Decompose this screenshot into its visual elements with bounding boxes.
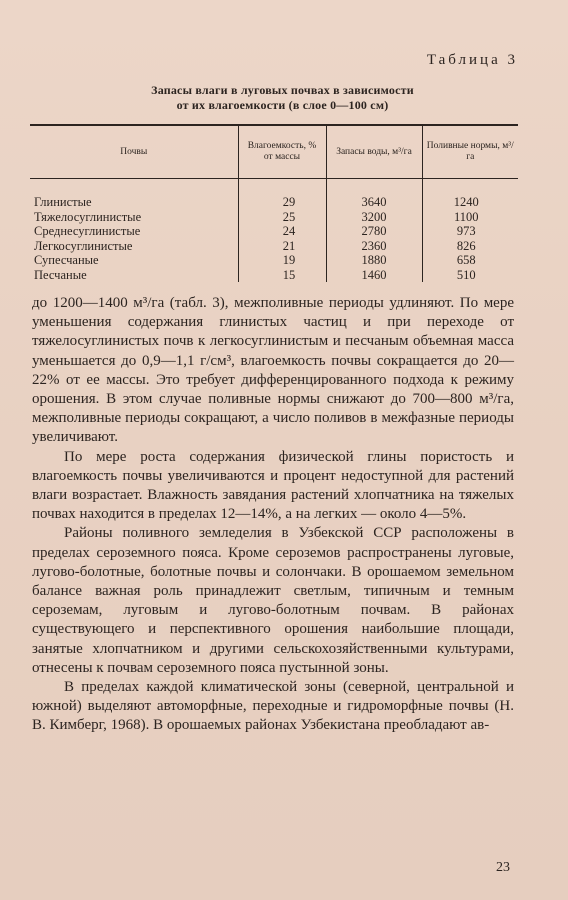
water-stock-value: 1460	[326, 268, 422, 283]
page-number: 23	[496, 860, 510, 875]
moisture-table	[30, 124, 518, 282]
water-stock-value: 2780	[326, 224, 422, 239]
capacity-value: 25	[238, 210, 326, 225]
header-capacity: Влагоемкость, % от массы	[238, 125, 326, 179]
caption-line-2: от их влагоемкости (в слое 0—100 см)	[176, 98, 389, 112]
capacity-value: 29	[238, 195, 326, 210]
table-row	[30, 224, 518, 239]
table-row	[30, 253, 518, 268]
irrigation-norm-value: 510	[422, 268, 518, 283]
soil-name: Песчаные	[34, 267, 87, 282]
table-row	[30, 268, 518, 283]
irrigation-norm-value: 658	[422, 253, 518, 268]
table-caption	[30, 83, 535, 113]
water-stock-value: 2360	[326, 239, 422, 254]
water-stock-value: 3640	[326, 195, 422, 210]
caption-line-1: Запасы влаги в луговых почвах в зависимости	[151, 83, 414, 97]
water-stock-value: 1880	[326, 253, 422, 268]
body-text	[32, 294, 514, 736]
irrigation-norm-value: 826	[422, 239, 518, 254]
paragraph: По мере роста содержания физической глины пористость и влагоемкость почвы увеличиваются и процент недоступной для растений влаги возрастает. Влажность завядания растений хлопчатника на тяжелых почвах находится в пределах 12—14%, а на легких — около 4—5%.	[32, 448, 514, 523]
capacity-value: 21	[238, 239, 326, 254]
table-label: Таблица 3	[426, 52, 518, 68]
header-soils: Почвы	[30, 125, 238, 179]
header-irrigation-norm: Поливные нормы, м³/га	[422, 125, 518, 179]
soil-name: Среднесуглинистые	[34, 224, 141, 238]
capacity-value: 19	[238, 253, 326, 268]
capacity-value: 15	[238, 268, 326, 283]
table-header-row	[30, 125, 518, 179]
paragraph: Районы поливного земледелия в Узбекской ССР расположены в пределах сероземного пояса. Кроме сероземов распространены луговые, лугово-болотные, болотные почвы и солончаки. В орошаемом земельном балансе важная роль принадлежит светлым, типичным и темным сероземам, луговым и лугово-болотным почвам. В районах существующего и перспективного орошения наибольшие площади, занятые хлопчатником и другими сельскохозяйственными культурами, отнесены к почвам сероземного пояса пустынной зоны.	[32, 525, 514, 676]
irrigation-norm-value: 1240	[422, 195, 518, 210]
header-water-stock: Запасы воды, м³/га	[326, 125, 422, 179]
capacity-value: 24	[238, 224, 326, 239]
water-stock-value: 3200	[326, 210, 422, 225]
table-row	[30, 239, 518, 254]
table-row	[30, 195, 518, 210]
table-row	[30, 210, 518, 225]
soil-name: Супесчаные	[34, 253, 99, 267]
paragraph: до 1200—1400 м³/га (табл. 3), межполивные периоды удлиняют. По мере уменьшения содержания глинистых частиц и при переходе от тяжелосуглинистых почв к легкосуглинистым и песчаным объемная масса уменьшается до 0,9—1,1 г/см³, влагоемкость почвы сокращается до 20—22% от ее массы. Это требует дифференцированного подхода к режиму орошения. В этом случае поливные нормы снижают до 700—800 м³/га, межполивные периоды сокращают, а число поливов в межфазные периоды увеличивают.	[32, 295, 514, 446]
soil-name: Тяжелосуглинистые	[34, 209, 142, 224]
irrigation-norm-value: 1100	[422, 210, 518, 225]
table-spacer-row	[30, 179, 518, 196]
soil-name: Легкосуглинистые	[34, 238, 133, 253]
soil-name: Глинистые	[34, 195, 92, 209]
paragraph: В пределах каждой климатической зоны (северной, центральной и южной) выделяют автоморфные, переходные и гидроморфные почвы (Н. В. Кимберг, 1968). В орошаемых районах Узбекистана преобладают ав-	[32, 679, 514, 734]
irrigation-norm-value: 973	[422, 224, 518, 239]
